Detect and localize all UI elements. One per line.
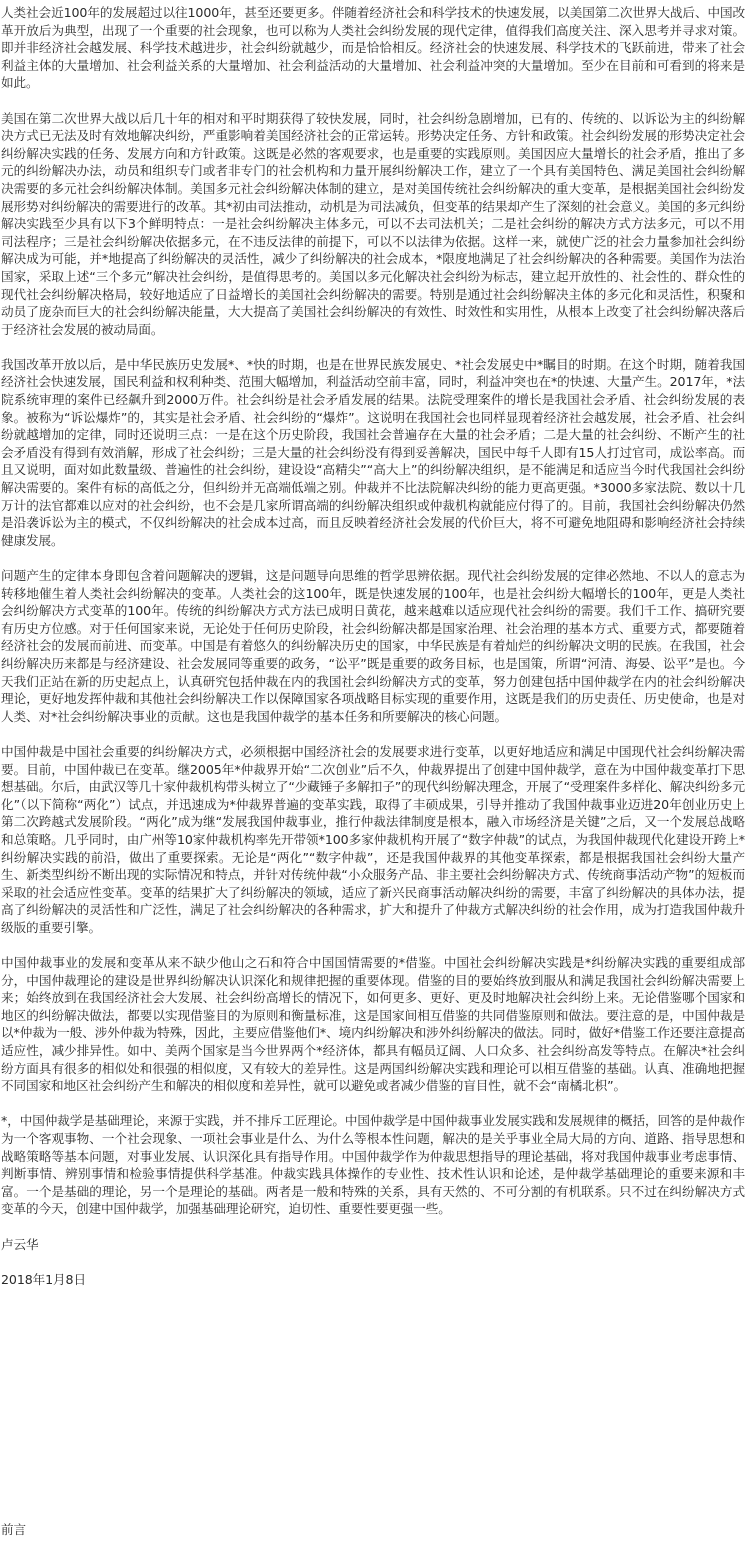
paragraph-7: *，中国仲裁学是基础理论，来源于实践，并不排斥工匠理论。中国仲裁学是中国仲裁事业发展实践和发展规律的概括，回答的是仲裁作为一个客观事物、一个社会现象、一项社会事业是什么、为什么等根本性问题，解决的是关乎事业全局大局的方向、道路、指导思想和战略策略等基本问题，对事业发展、认识深化具有指导作用。中国仲裁学作为仲裁思想指导的理论基础，将对我国仲裁事业考虑事情、判断事情、辨别事情和检验事情提供科学基准。仲裁实践具体操作的专业性、技术性认识和论述，是仲裁学基础理论的重要来源和丰富。一个是基础的理论，另一个是理论的基础。两者是一般和特殊的关系，具有天然的、不可分割的有机联系。只不过在纠纷解决方式变革的今天，创建中国仲裁学，加强基础理论研究，迫切性、重要性要更强一些。 [1, 1113, 745, 1217]
paragraph-1: 人类社会近100年的发展超过以往1000年，甚至还要更多。伴随着经济社会和科学技术的快速发展，以美国第二次世界大战后、中国改革开放后为典型，出现了一个重要的社会现象，也可以称为人类社会纠纷发展的现代定律，值得我们高度关注、深入思考并寻求对策。即并非经济社会越发展、科学技术越进步，社会纠纷就越少，而是恰恰相反。经济社会的快速发展、科学技术的飞跃前进，带来了社会利益主体的大量增加、社会利益关系的大量增加、社会利益活动的大量增加、社会利益冲突的大量增加。至少在目前和可看到的将来是如此。 [1, 5, 745, 91]
paragraph-5: 中国仲裁是中国社会重要的纠纷解决方式，必须根据中国经济社会的发展要求进行变革，以更好地适应和满足中国现代社会纠纷解决需要。目前，中国仲裁已在变革。继2005年*仲裁界开始“二次创业”后不久，仲裁界提出了创建中国仲裁学，意在为中国仲裁变革打下思想基础。尔后，由武汉等几十家仲裁机构带头树立了“少藏锤子多解扣子”的现代纠纷解决理念，开展了“受理案件多样化、解决纠纷多元化”（以下简称“两化”）试点，并迅速成为*仲裁界普遍的变革实践，取得了丰硕成果，引导并推动了我国仲裁事业迈进20年创业历史上第二次跨越式发展阶段。“两化”成为继“发展我国仲裁事业，推行仲裁法律制度是根本，融入市场经济是关键”之后，又一个发展总战略和总策略。几乎同时，由广州等10家仲裁机构率先开带领*100多家仲裁机构开展了“数字仲裁”的试点，为我国仲裁现代化建设开跨上*纠纷解决实践的前沿，做出了重要探索。无论是“两化”“数字仲裁”，还是我国仲裁界的其他变革探索，都是根据我国社会纠纷大量产生、新类型纠纷不断出现的实际情况和特点，并针对传统仲裁“小众服务产品、非主要社会纠纷解决方式、传统商事活动产物”的短板而采取的社会适应性变革。变革的结果扩大了纠纷解决的领域，适应了新兴民商事活动解决纠纷的需要，丰富了纠纷解决的具体办法，提高了纠纷解决的灵活性和广泛性，满足了社会纠纷解决的各种需求，扩大和提升了仲裁方式解决纠纷的社会作用，成为打造我国仲裁升级版的重要引擎。 [1, 743, 745, 935]
paragraph-6: 中国仲裁事业的发展和变革从来不缺少他山之石和符合中国国情需要的*借鉴。中国社会纠纷解决实践是*纠纷解决实践的重要组成部分，中国仲裁理论的建设是世界纠纷解决认识深化和规律把握的重要体现。借鉴的目的要始终放到服从和满足我国社会纠纷解决需要上来；始终放到在我国经济社会大发展、社会纠纷高增长的情况下，如何更多、更好、更及时地解决社会纠纷上来。无论借鉴哪个国家和地区的纠纷解决做法，都要以实现借鉴目的为原则和衡量标准，这是国家间相互借鉴的共同借鉴原则和做法。要注意的是，中国仲裁是以*仲裁为一般、涉外仲裁为特殊，因此，主要应借鉴他们*、境内纠纷解决和涉外纠纷解决的做法。同时，做好*借鉴工作还要注意提高适应性，减少排异性。如中、美两个国家是当今世界两个*经济体，都具有幅员辽阔、人口众多、社会纠纷高发等特点。在解决*社会纠纷方面具有很多的相似处和很强的相似度，又有较大的差异性。这是两国纠纷解决实践和理论可以相互借鉴的基础。认真、准确地把握不同国家和地区社会纠纷产生和解决的相似度和差异性，就可以避免或者减少借鉴的盲目性，就不会“南橘北枳”。 [1, 955, 745, 1094]
preface-heading: 前言 [1, 1522, 26, 1537]
signature-date: 2018年1月8日 [1, 1271, 86, 1287]
paragraph-2: 美国在第二次世界大战以后几十年的相对和平时期获得了较快发展，同时，社会纠纷急剧增加，已有的、传统的、以诉讼为主的纠纷解决方式已无法及时有效地解决纠纷，严重影响着美国经济社会的正常运转。形势决定任务、方针和政策。社会纠纷发展的形势决定社会纠纷解决实践的任务、发展方向和方针政策。这既是必然的客观要求，也是重要的实践原则。美国因应大量增长的社会矛盾，推出了多元的纠纷解决办法，动员和组织专门或者非专门的社会机构和力量开展纠纷解决工作，建立了一个具有美国特色、满足美国社会纠纷解决需要的多元社会纠纷解决体制。美国多元社会纠纷解决体制的建立，是对美国传统社会纠纷解决的重大变革，是根据美国社会纠纷发展形势对纠纷解决的需要进行的改革。其*初由司法推动，动机是为司法减负，但变革的结果却产生了深刻的社会意义。美国的多元纠纷解决实践至少具有以下3个鲜明特点：一是社会纠纷解决主体多元，可以不去司法机关；二是社会纠纷的解决方式方法多元，可以不用司法程序；三是社会纠纷解决依据多元，在不违反法律的前提下，可以不以法律为依据。这样一来，就使广泛的社会力量参加社会纠纷解决成为可能，并*地提高了纠纷解决的灵活性，减少了纠纷解决的社会成本，*限度地满足了社会纠纷解决的各种需要。美国作为法治国家，采取上述“三个多元”解决社会纠纷，是值得思考的。美国以多元化解决社会纠纷为标志，建立起开放性的、社会性的、群众性的现代社会纠纷解决格局，较好地适应了日益增长的美国社会纠纷解决的需要。特别是通过社会纠纷解决主体的多元化和灵活性，积聚和动员了庞杂而巨大的社会纠纷解决能量，大大提高了美国社会纠纷解决的有效性、时效性和实用性，从根本上改变了社会纠纷解决落后于经济社会发展的被动局面。 [1, 110, 745, 337]
author-signature: 卢云华 [1, 1236, 39, 1252]
paragraph-4: 问题产生的定律本身即包含着问题解决的逻辑，这是问题导向思维的哲学思辨依据。现代社会纠纷发展的定律必然地、不以人的意志为转移地催生着人类社会纠纷解决的变革。人类社会的这100年，既是快速发展的100年，也是社会纠纷大幅增长的100年，更是人类社会纠纷解决方式变革的100年。传统的纠纷解决方式方法已成明日黄花，越来越难以适应现代社会纠纷的需要。我们千工作、搞研究要有历史方位感。对于任何国家来说，无论处于任何历史阶段，社会纠纷解决都是国家治理、社会治理的基本方式、重要方式，都要随着经济社会的发展而前进、而变革。中国是有着悠久的纠纷解决历史的国家，中华民族是有着灿烂的纠纷解决文明的民族。在我国，社会纠纷解决历来都是与经济建设、社会发展同等重要的政务，“讼平”既是重要的政务目标，也是国策，所谓“河清、海晏、讼平”是也。今天我们正站在新的历史起点上，认真研究包括仲裁在内的我国社会纠纷解决方式的变革，努力创建包括中国仲裁学在内的社会纠纷解决理论，更好地发挥仲裁和其他社会纠纷解决工作以保障国家各项战略目标实现的重要作用，这既是我们的历史责任、历史使命，也是对人类、对*社会纠纷解决事业的贡献。这也是我国仲裁学的基本任务和所要解决的核心问题。 [1, 568, 745, 724]
paragraph-3: 我国改革开放以后，是中华民族历史发展*、*快的时期，也是在世界民族发展史、*社会发展史中*瞩目的时期。在这个时期，随着我国经济社会快速发展，国民利益和权利种类、范围大幅增加，利益活动空前丰富，同时，利益冲突也在*的快速、大量产生。2017年，*法院系统审理的案件已经飙升到2000万件。社会纠纷是社会矛盾发展的结果。法院受理案件的增长是我国社会矛盾、社会纠纷发展的表象。被称为“诉讼爆炸”的，其实是社会矛盾、社会纠纷的“爆炸”。这说明在我国社会也同样显现着经济社会越发展，社会矛盾、社会纠纷就越增加的定律，同时还说明三点：一是在这个历史阶段，我国社会普遍存在大量的社会矛盾；二是大量的社会纠纷、不断产生的社会矛盾没有得到有效消解，形成了社会纠纷；三是大量的社会纠纷没有得到妥善解决，国民中每千人即有15人打过官司，成讼率高。而且又说明，面对如此数量级、普遍性的社会纠纷，建设设“高精尖”“高大上”的纠纷解决组织，是不能满足和适应当今时代我国社会纠纷解决需要的。案件有标的高低之分，但纠纷并无高端低端之别。仲裁并不比法院解决纠纷的能力更高更强。*3000多家法院、数以十几万计的法官都难以应对的社会纠纷，也不会是几家所谓高端的纠纷解决组织或仲裁机构就能应付得了的。目前，我国社会纠纷解决仍然是沿袭诉讼为主的模式，不仅纠纷解决的社会成本过高，而且反映着经济社会发展的代价巨大，将不可避免地阻碍和影响经济社会持续健康发展。 [1, 356, 745, 548]
